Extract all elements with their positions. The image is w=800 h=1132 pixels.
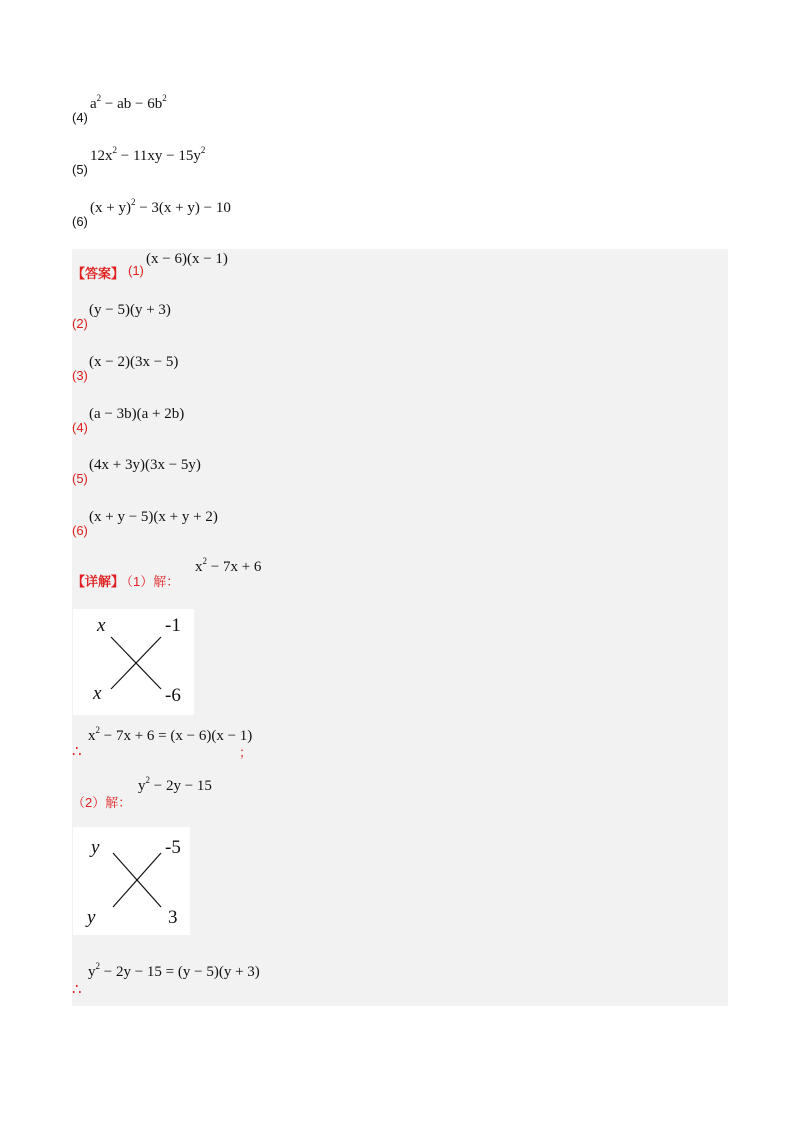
part2-label: （2）解： [72, 795, 132, 810]
answer-number: (1) [128, 263, 144, 278]
answer-expression: (y − 5)(y + 3) [89, 302, 171, 318]
cross-top-right: -5 [165, 837, 181, 858]
therefore-symbol: ∴ [72, 743, 82, 760]
result2-expression: $y^2 - 2y - 15 = (y - 5)(y + 3)$ [88, 961, 260, 980]
part1-label: （1）解： [120, 574, 180, 589]
question-expression: $a^2$ − ab − $6b^2$ [90, 93, 167, 112]
answer-expression: (x − 2)(3x − 5) [89, 354, 179, 370]
cross-bottom-right: 3 [168, 907, 178, 928]
cross-bottom-left: x [93, 683, 102, 704]
answer-number: (5) [72, 471, 88, 486]
answer-expression: (4x + 3y)(3x − 5y) [89, 457, 201, 473]
cross-bottom-right: -6 [165, 685, 181, 706]
answer-expression: (x − 6)(x − 1) [146, 251, 228, 267]
detail-label: 【详解】 [72, 574, 125, 589]
answer-expression: (a − 3b)(a + 2b) [89, 406, 185, 422]
answer-expression: (x + y − 5)(x + y + 2) [89, 509, 218, 525]
part1-expression: $x^2 - 7x + 6$ [195, 556, 262, 575]
question-number: (6) [72, 214, 88, 229]
question-number: (5) [72, 162, 88, 177]
cross-top-left: y [91, 837, 100, 858]
therefore-symbol: ∴ [72, 981, 82, 998]
answer-number: (4) [72, 420, 88, 435]
result1-expression: $x^2 - 7x + 6 = (x - 6)(x - 1)$ [88, 725, 253, 744]
cross-top-right: -1 [165, 615, 181, 636]
cross-diagram-1 [73, 609, 194, 715]
cross-bottom-left: y [87, 907, 96, 928]
answer-label: 【答案】 [72, 266, 125, 281]
cross-diagram-2 [73, 827, 190, 935]
answer-number: (2) [72, 316, 88, 331]
part2-expression: $y^2 - 2y - 15$ [138, 775, 212, 794]
question-number: (4) [72, 110, 88, 125]
answer-number: (3) [72, 368, 88, 383]
answer-number: (6) [72, 523, 88, 538]
question-expression: $(x + y)^2 - 3(x + y) - 10$ [90, 197, 231, 216]
question-expression: $12x^2 - 11xy - 15y^2$ [90, 145, 206, 164]
cross-top-left: x [97, 615, 106, 636]
result1-end: ； [239, 745, 253, 760]
